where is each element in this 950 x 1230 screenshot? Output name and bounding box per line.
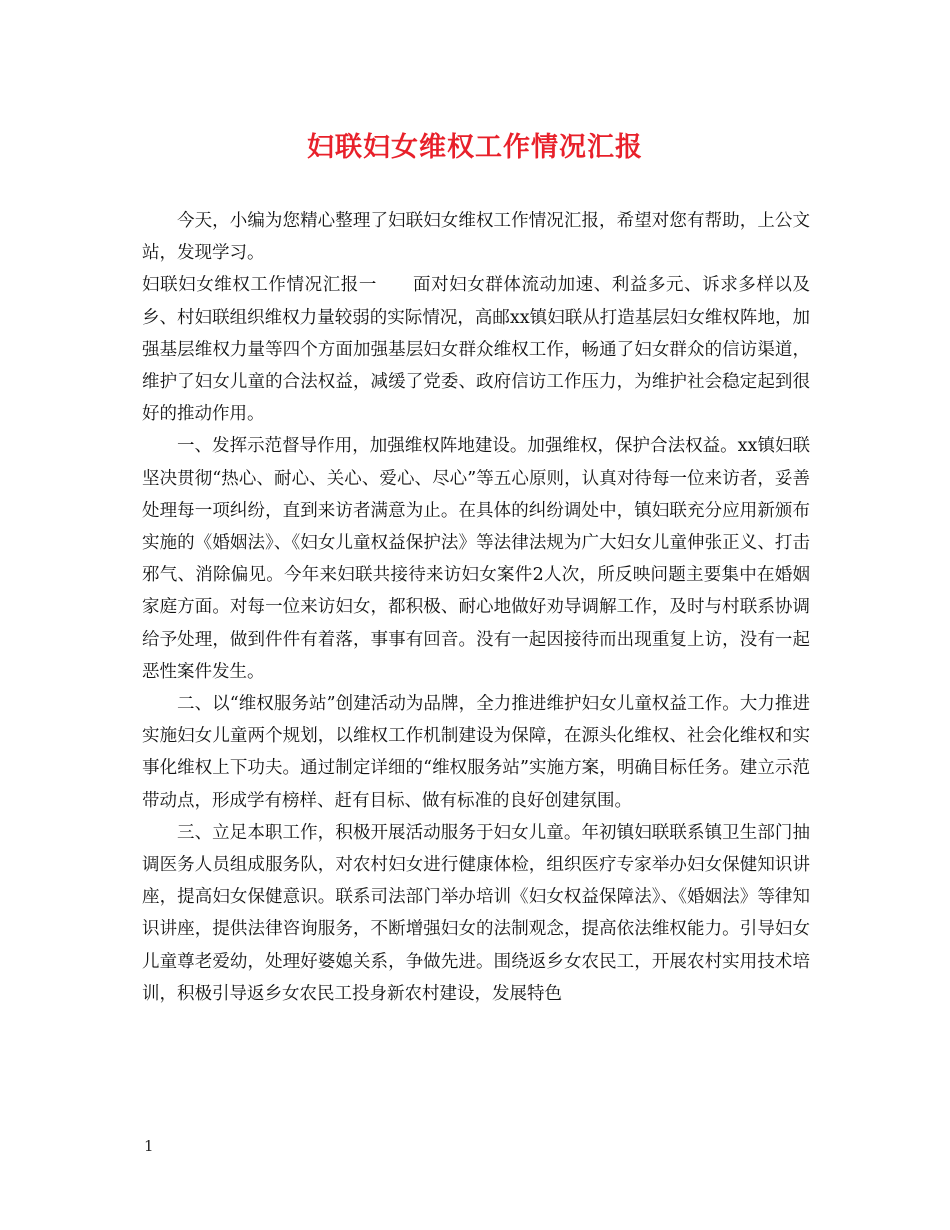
page-number: 1 <box>144 1137 154 1155</box>
paragraph-report-one: 妇联妇女维权工作情况汇报一 面对妇女群体流动加速、利益多元、诉求多样以及乡、村妇联组织维权力量较弱的实际情况，高邮xx镇妇联从打造基层妇女维权阵地，加强基层维权力量等四个方面加强基层妇女群众维权工作，畅通了妇女群众的信访渠道，维护了妇女儿童的合法权益，减缓了党委、政府信访工作压力，为维护社会稳定起到很好的推动作用。 <box>142 275 810 425</box>
document-title: 妇联妇女维权工作情况汇报 <box>307 132 643 163</box>
paragraph-section-two: 二、以“维权服务站”创建活动为品牌，全力推进维护妇女儿童权益工作。大力推进实施妇女儿童两个规划，以维权工作机制建设为保障，在源头化维权、社会化维权和实事化维权上下功夫。通过制定详细的“维权服务站”实施方案，明确目标任务。建立示范带动点，形成学有榜样、赶有目标、做有标准的良好创建氛围。 <box>142 694 810 811</box>
document-body <box>142 205 810 1010</box>
paragraph-section-one: 一、发挥示范督导作用，加强维权阵地建设。加强维权，保护合法权益。xx镇妇联坚决贯彻“热心、耐心、关心、爱心、尽心”等五心原则，认真对待每一位来访者，妥善处理每一项纠纷，直到来访者满意为止。在具体的纠纷调处中，镇妇联充分应用新颁布实施的《婚姻法》、《妇女儿童权益保护法》等法律法规为广大妇女儿童伸张正义、打击邪气、消除偏见。今年来妇联共接待来访妇女案件2人次，所反映问题主要集中在婚姻家庭方面。对每一位来访妇女，都积极、耐心地做好劝导调解工作，及时与村联系协调给予处理，做到件件有着落，事事有回音。没有一起因接待而出现重复上访，没有一起恶性案件发生。 <box>142 436 810 682</box>
paragraph-intro: 今天，小编为您精心整理了妇联妇女维权工作情况汇报，希望对您有帮助，上公文站，发现学习。 <box>142 211 810 264</box>
paragraph-section-three: 三、立足本职工作，积极开展活动服务于妇女儿童。年初镇妇联联系镇卫生部门抽调医务人员组成服务队，对农村妇女进行健康体检，组织医疗专家举办妇女保健知识讲座，提高妇女保健意识。联系司法部门举办培训《妇女权益保障法》、《婚姻法》等律知识讲座，提供法律咨询服务，不断增强妇女的法制观念，提高依法维权能力。引导妇女儿童尊老爱幼，处理好婆媳关系，争做先进。围绕返乡女农民工，开展农村实用技术培训，积极引导返乡女农民工投身新农村建设，发展特色 <box>142 822 810 1004</box>
